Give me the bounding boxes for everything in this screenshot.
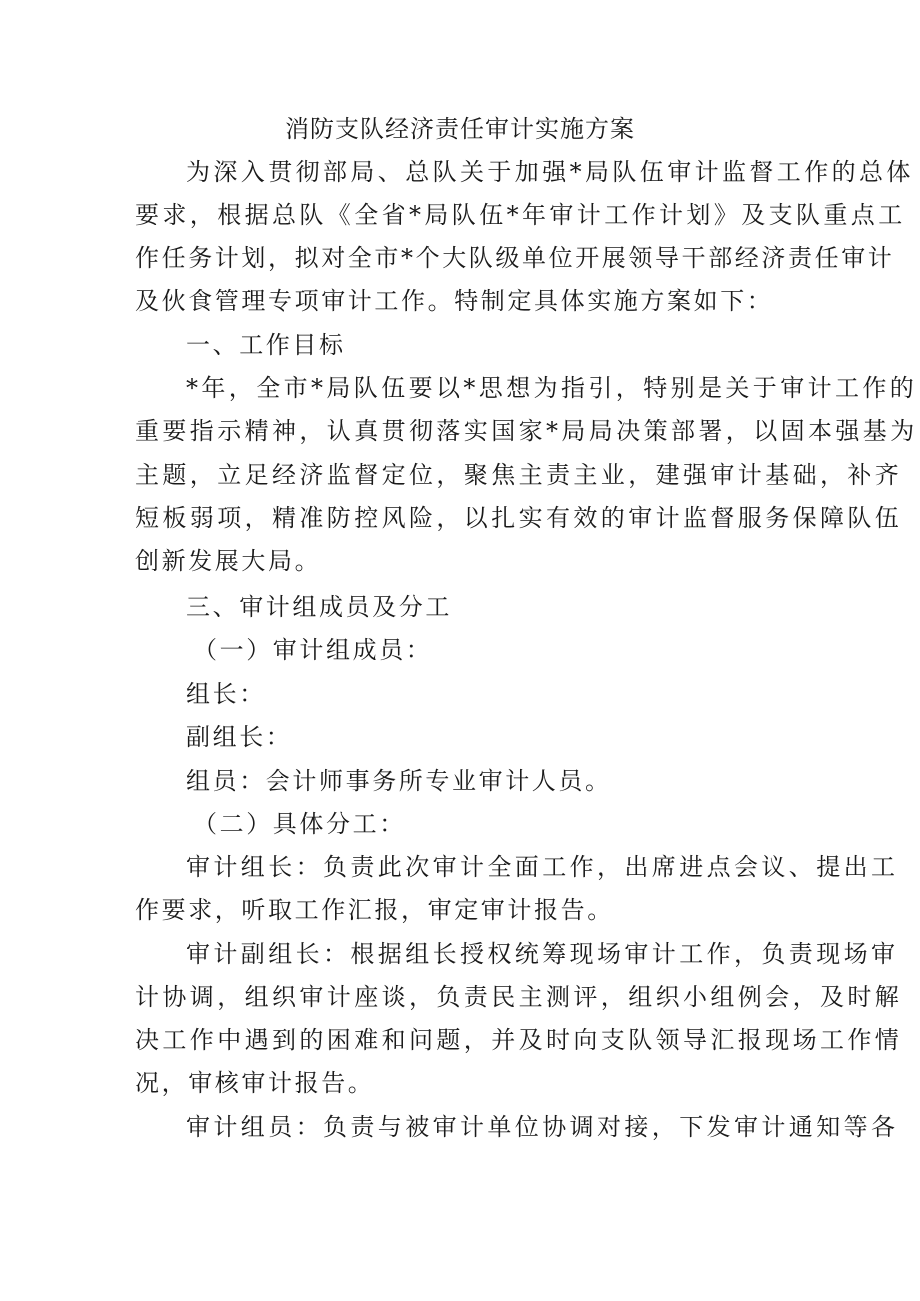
intro-line-3: 作任务计划，拟对全市*个大队级单位开展领导干部经济责任审计 (135, 244, 895, 272)
duty-deputy-line-3: 决工作中遇到的困难和问题，并及时向支队领导汇报现场工作情 (135, 1026, 903, 1054)
section-1-line-1: *年，全市*局队伍要以*思想为指引，特别是关于审计工作的 (186, 374, 918, 402)
deputy-leader-label: 副组长： (186, 723, 293, 751)
duty-deputy-line-4: 况，审核审计报告。 (135, 1069, 375, 1097)
duty-deputy-line-1: 审计副组长：根据组长授权统筹现场审计工作，负责现场审 (186, 940, 899, 968)
duty-deputy-line-2: 计协调，组织审计座谈，负责民主测评，组织小组例会，及时解 (135, 983, 903, 1011)
leader-label: 组长： (186, 680, 266, 708)
section-1-heading: 一、工作目标 (186, 331, 346, 359)
intro-line-4: 及伙食管理专项审计工作。特制定具体实施方案如下： (135, 287, 774, 315)
section-3-heading: 三、审计组成员及分工 (186, 593, 452, 621)
section-1-line-4: 短板弱项，精准防控风险，以扎实有效的审计监督服务保障队伍 (135, 504, 903, 532)
intro-line-2: 要求，根据总队《全省*局队伍*年审计工作计划》及支队重点工 (135, 201, 906, 229)
section-1-line-5: 创新发展大局。 (135, 547, 322, 575)
document-title: 消防支队经济责任审计实施方案 (285, 115, 635, 143)
duty-member-line-1: 审计组员：负责与被审计单位协调对接，下发审计通知等各 (186, 1113, 899, 1141)
intro-line-1: 为深入贯彻部局、总队关于加强*局队伍审计监督工作的总体 (186, 158, 914, 186)
section-1-line-2: 重要指示精神，认真贯彻落实国家*局局决策部署，以固本强基为 (135, 417, 918, 445)
sub-2-heading: （二）具体分工： (193, 810, 406, 838)
members-label: 组员：会计师事务所专业审计人员。 (186, 767, 612, 795)
duty-leader-line-2: 作要求，听取工作汇报，审定审计报告。 (135, 896, 614, 924)
duty-leader-line-1: 审计组长：负责此次审计全面工作，出席进点会议、提出工 (186, 853, 899, 881)
section-1-line-3: 主题，立足经济监督定位，聚焦主责主业，建强审计基础，补齐 (135, 461, 903, 489)
sub-1-heading: （一）审计组成员： (193, 636, 433, 664)
